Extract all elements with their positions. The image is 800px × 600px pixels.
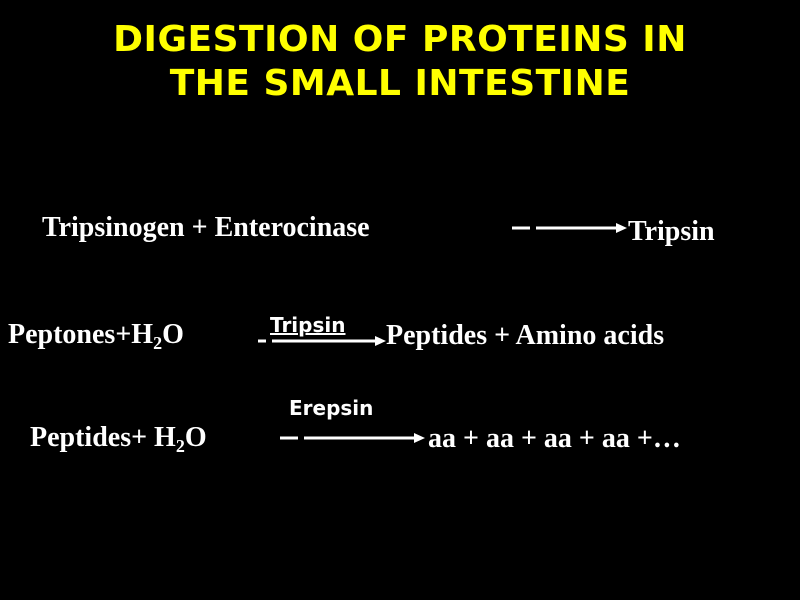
reaction2-enzyme: Tripsin — [270, 313, 346, 337]
reaction1-reactants: Tripsinogen + Enterocinase — [42, 212, 370, 243]
reaction3-arrow — [280, 432, 425, 444]
reaction2-products: Peptides + Amino acids — [386, 320, 665, 351]
reaction3-reactant-end: O — [184, 422, 207, 453]
reaction2-arrow — [258, 335, 386, 347]
title-line-1: DIGESTION OF PROTEINS IN — [113, 19, 687, 60]
reaction2-reactant-end: O — [162, 319, 184, 350]
reaction1-product: Tripsin — [628, 216, 715, 247]
reaction3-reactant-subscript: 2 — [175, 436, 185, 456]
title-line-2: THE SMALL INTESTINE — [169, 63, 631, 104]
reaction2-reactant-subscript: 2 — [153, 333, 163, 353]
reaction3-products: aa + aa + aa + aa +… — [428, 423, 681, 454]
reaction2-reactant-main: Peptones+H — [8, 319, 154, 350]
reaction3-enzyme: Erepsin — [289, 396, 374, 420]
reaction2-reactants — [8, 319, 184, 351]
reaction3-reactants — [30, 422, 207, 454]
reaction1-arrow — [512, 222, 627, 234]
reaction3-reactant-main: Peptides+ H — [30, 422, 176, 453]
slide-title — [0, 18, 800, 106]
